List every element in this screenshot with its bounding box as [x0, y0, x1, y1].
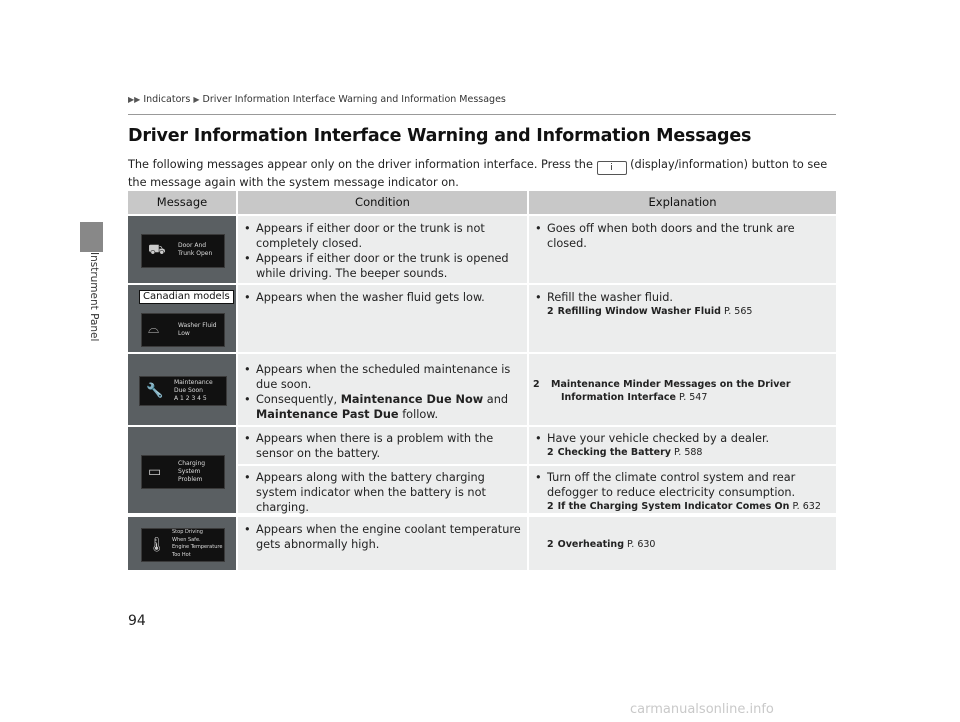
explanation-cell: [529, 466, 836, 513]
condition-cell: [238, 517, 527, 570]
section-tab: [80, 222, 103, 252]
condition-bullet: • Consequently, Maintenance Due Now and Maintenance Past Due follow.: [244, 393, 509, 421]
page-reference-link[interactable]: 2 Overheating P. 630: [547, 539, 656, 550]
explanation-bullet: • Goes off when both doors and the trunk are closed.: [535, 222, 795, 250]
explanation-bullet: • Refill the washer fluid.: [535, 291, 673, 304]
display-text: Door And Trunk Open: [178, 242, 213, 257]
message-display: [139, 376, 227, 406]
display-info-button-icon: i: [597, 161, 627, 175]
explanation-cell: [529, 427, 836, 464]
washer-fluid-icon: ⌓: [148, 321, 160, 337]
explanation-bullet: • Have your vehicle checked by a dealer.: [535, 432, 770, 445]
explanation-cell: [529, 354, 836, 425]
message-image-cell: [128, 427, 236, 513]
explanation-cell: [529, 285, 836, 352]
condition-bullet: • Appears when the washer fluid gets low.: [244, 291, 485, 304]
canadian-models-badge: Canadian models: [139, 290, 234, 304]
breadcrumb: [128, 94, 506, 105]
door-open-icon: ⛟: [148, 242, 166, 258]
intro-text-2: (display/information) button to see the message again with the system message indicator on.: [128, 158, 828, 189]
condition-cell: [238, 466, 527, 513]
battery-icon: ▭: [148, 464, 162, 480]
page-title: Driver Information Interface Warning and Information Messages: [128, 126, 752, 146]
condition-bullet: • Appears if either door or the trunk is opened while driving. The beeper sounds.: [244, 252, 509, 280]
display-text: Charging System Problem: [178, 460, 206, 483]
arrow-icon: ▶▶: [128, 95, 141, 104]
message-image-cell: [128, 354, 236, 425]
page-reference-link[interactable]: 2 If the Charging System Indicator Comes On P. 632: [547, 501, 821, 512]
message-image-cell: [128, 517, 236, 570]
display-text: Washer Fluid Low: [178, 322, 217, 337]
message-display: [141, 234, 225, 268]
intro-paragraph: [128, 157, 836, 190]
column-header-explanation: Explanation: [529, 191, 836, 214]
header-rule: [128, 114, 836, 115]
condition-cell: [238, 354, 527, 425]
page-reference-link[interactable]: 2 Checking the Battery P. 588: [547, 447, 703, 458]
condition-cell: [238, 285, 527, 352]
column-header-condition: Condition: [238, 191, 527, 214]
explanation-cell: [529, 517, 836, 570]
condition-bullet: • Appears when the scheduled maintenance is due soon.: [244, 363, 511, 391]
message-image-cell: [128, 216, 236, 283]
watermark: carmanualsonline.info: [630, 702, 774, 717]
arrow-icon: ▶: [193, 95, 200, 104]
display-text: Stop Driving When Safe. Engine Temperature Too Hot: [172, 529, 223, 558]
section-label: Instrument Panel: [88, 252, 100, 342]
condition-bullet: • Appears when there is a problem with the sensor on the battery.: [244, 432, 494, 460]
explanation-bullet: • Turn off the climate control system and rear defogger to reduce electricity consumption.: [535, 471, 796, 499]
message-display: [141, 313, 225, 347]
condition-bullet: • Appears when the engine coolant temperature gets abnormally high.: [244, 523, 521, 551]
condition-cell: [238, 216, 527, 283]
condition-cell: [238, 427, 527, 464]
wrench-icon: 🔧: [146, 383, 164, 399]
breadcrumb-item-current[interactable]: Driver Information Interface Warning and Information Messages: [202, 94, 506, 105]
condition-bullet: • Appears if either door or the trunk is not completely closed.: [244, 222, 485, 250]
message-display: [141, 455, 225, 489]
page-reference-link[interactable]: 2 Refilling Window Washer Fluid P. 565: [547, 306, 753, 317]
page-reference-link[interactable]: 2 Maintenance Minder Messages on the Driver Information Interface P. 547: [533, 379, 791, 403]
explanation-cell: [529, 216, 836, 283]
coolant-temperature-icon: 🌡: [148, 537, 166, 553]
message-display: [141, 528, 225, 562]
breadcrumb-item-indicators[interactable]: Indicators: [143, 94, 191, 105]
condition-bullet: • Appears along with the battery charging system indicator when the battery is not charging.: [244, 471, 486, 514]
intro-text-1: The following messages appear only on the driver information interface. Press the: [128, 158, 593, 171]
column-header-message: Message: [128, 191, 236, 214]
page-number: 94: [128, 613, 146, 629]
display-text: Maintenance Due Soon A 1 2 3 4 5: [174, 379, 213, 402]
